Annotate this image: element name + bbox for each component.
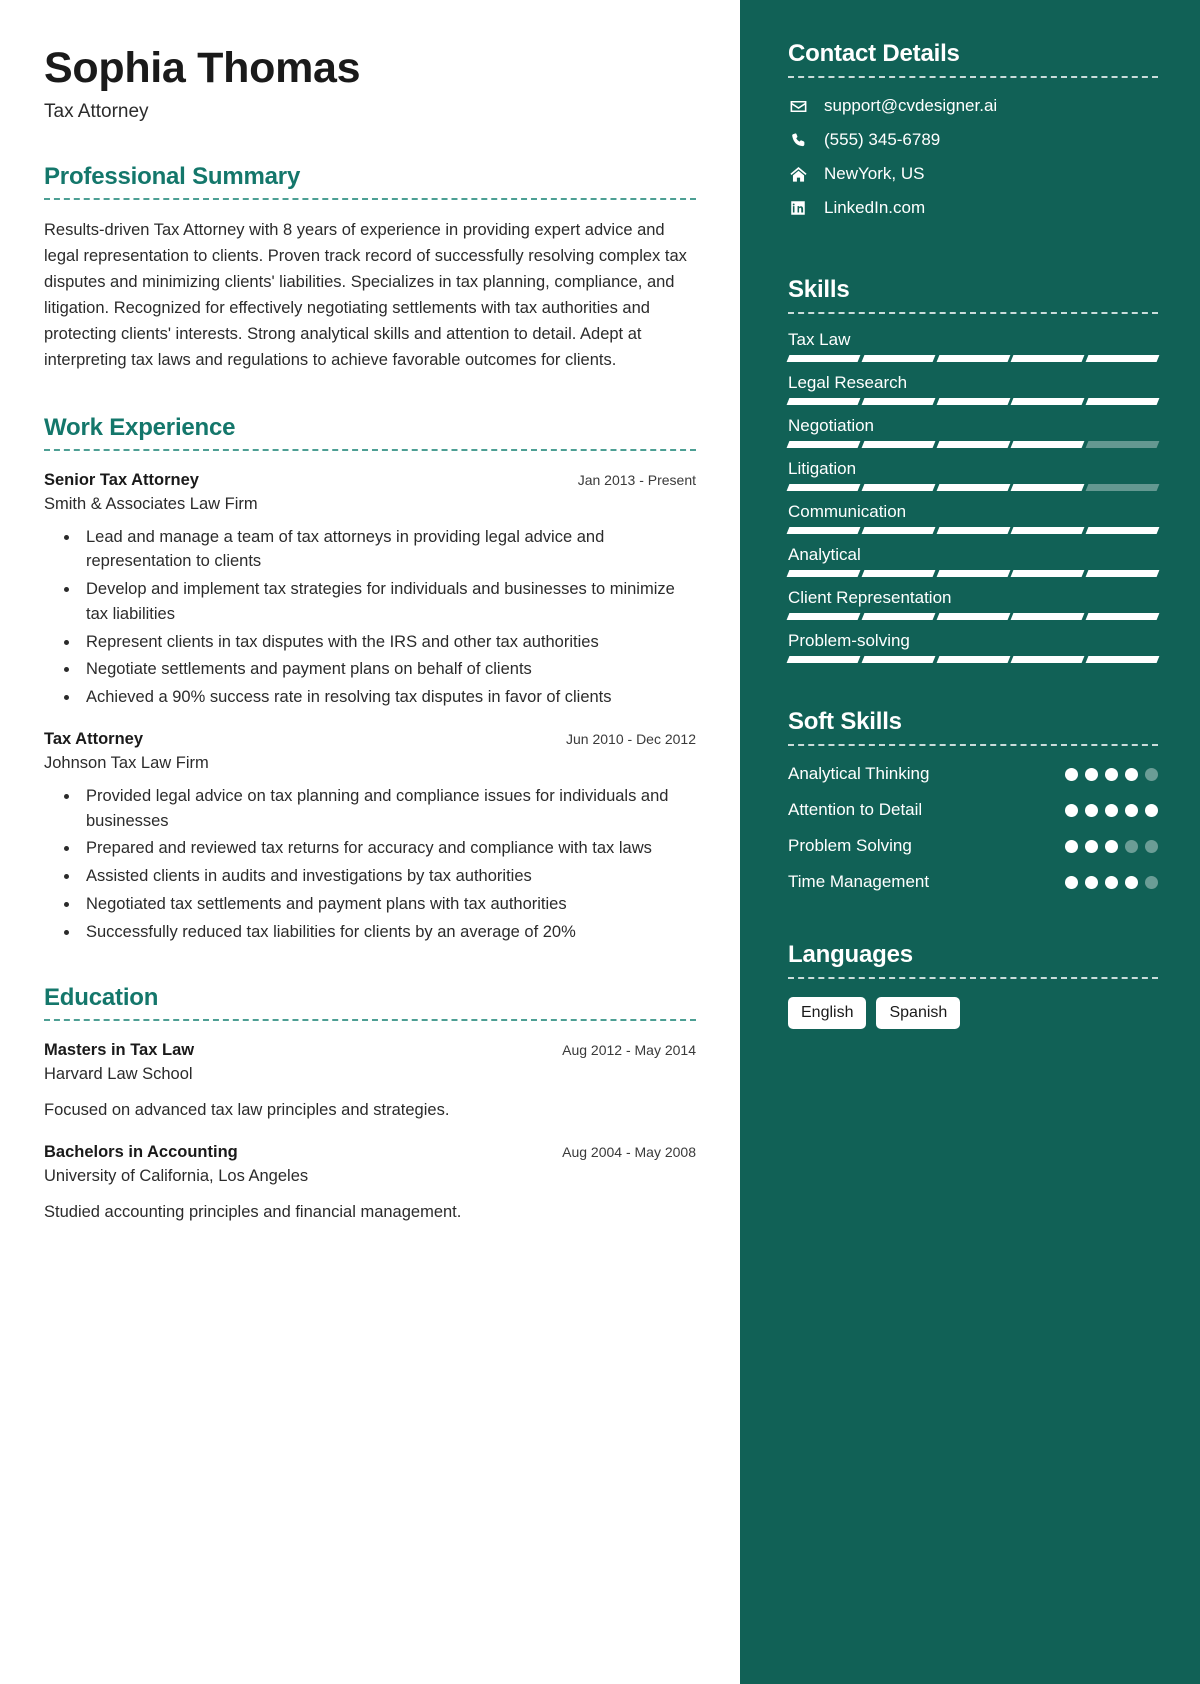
- skill-level-segment: [936, 398, 1010, 405]
- skill-level-segment: [861, 570, 935, 577]
- work-entry: [44, 471, 696, 710]
- skill-level-segment: [861, 398, 935, 405]
- skill-item: [788, 330, 1158, 362]
- work-entry-header: [44, 471, 696, 490]
- rating-dot: [1125, 876, 1138, 889]
- skill-level-segment: [1086, 613, 1160, 620]
- education-entry-degree: Bachelors in Accounting: [44, 1143, 238, 1162]
- skill-level-bar: [788, 441, 1158, 448]
- spacer: [788, 674, 1158, 708]
- skill-level-bar: [788, 656, 1158, 663]
- section-title-skills: Skills: [788, 276, 850, 303]
- languages-list: [788, 997, 1158, 1029]
- skill-level-segment: [787, 484, 861, 491]
- section-professional-summary: [44, 163, 696, 373]
- summary-text: Results-driven Tax Attorney with 8 years of experience in providing expert advice and legal representation to clients. Proven track record of successfully resolving complex tax disputes and minimizing clients' liabilities. Specializes in tax planning, compliance, and litigation. Recognized for effectively negotiating settlements with tax authorities and protecting clients' interests. Strong analytical skills and attention to detail. Adept at interpreting tax laws and regulations to achieve favorable outcomes for clients.: [44, 221, 687, 370]
- skill-level-segment: [861, 656, 935, 663]
- rating-dot: [1125, 768, 1138, 781]
- work-entry-bullets: [44, 525, 696, 710]
- rating-dot: [1065, 768, 1078, 781]
- skill-level-segment: [1086, 527, 1160, 534]
- section-divider: [788, 312, 1158, 314]
- education-entry-description: Studied accounting principles and financial management.: [44, 1203, 462, 1222]
- work-bullet-item: • Achieved a 90% success rate in resolving tax disputes in favor of clients: [80, 685, 696, 710]
- section-divider: [44, 198, 696, 200]
- spacer: [788, 907, 1158, 941]
- work-bullet-item: • Prepared and reviewed tax returns for accuracy and compliance with tax laws: [80, 836, 696, 861]
- contact-item[interactable]: [788, 198, 1158, 218]
- work-entry-bullets: [44, 784, 696, 945]
- skill-level-segment: [787, 441, 861, 448]
- rating-dot: [1085, 876, 1098, 889]
- skill-level-segment: [861, 355, 935, 362]
- envelope-icon: [788, 97, 808, 116]
- soft-skill-item: [788, 798, 1158, 822]
- phone-icon: [788, 132, 808, 149]
- skill-level-segment: [1086, 570, 1160, 577]
- section-work-experience: [44, 414, 696, 945]
- section-title-work: Work Experience: [44, 413, 236, 441]
- skill-level-segment: [936, 441, 1010, 448]
- skill-level-segment: [1086, 484, 1160, 491]
- soft-skill-item: [788, 834, 1158, 858]
- section-title-languages: Languages: [788, 940, 913, 968]
- soft-skill-item: [788, 870, 1158, 894]
- work-bullet-item: • Develop and implement tax strategies for individuals and businesses to minimize tax liabilities: [80, 577, 696, 627]
- education-entry: [44, 1041, 696, 1123]
- education-entry-school: Harvard Law School: [44, 1065, 193, 1084]
- skill-level-bar: [788, 484, 1158, 491]
- skill-item: [788, 588, 1158, 620]
- contact-list: [788, 96, 1158, 218]
- contact-item-value: support@cvdesigner.ai: [824, 96, 998, 115]
- skill-level-segment: [1011, 484, 1085, 491]
- section-divider: [44, 1019, 696, 1021]
- section-title-contact: Contact Details: [788, 40, 960, 67]
- section-title-education: Education: [44, 984, 159, 1012]
- soft-skill-rating-dots: [1065, 870, 1158, 889]
- rating-dot: [1105, 804, 1118, 817]
- skill-level-segment: [1011, 441, 1085, 448]
- skill-level-segment: [1011, 613, 1085, 620]
- work-bullet-item: • Successfully reduced tax liabilities for clients by an average of 20%: [80, 920, 696, 945]
- skill-name: Negotiation: [788, 416, 875, 435]
- rating-dot: [1085, 804, 1098, 817]
- skill-name: Problem-solving: [788, 631, 910, 650]
- education-entry-date: Aug 2012 - May 2014: [562, 1042, 696, 1059]
- section-title-summary: Professional Summary: [44, 163, 301, 191]
- work-bullet-item: • Lead and manage a team of tax attorneys in providing legal advice and representation to clients: [80, 525, 696, 575]
- skill-level-segment: [787, 656, 861, 663]
- skill-level-segment: [1011, 527, 1085, 534]
- section-divider: [788, 744, 1158, 746]
- linkedin-icon: [788, 199, 808, 217]
- home-icon: [788, 165, 808, 184]
- skill-level-bar: [788, 570, 1158, 577]
- skill-level-segment: [1086, 656, 1160, 663]
- candidate-job-title: Tax Attorney: [44, 101, 149, 123]
- rating-dot: [1105, 768, 1118, 781]
- work-bullet-item: • Provided legal advice on tax planning and compliance issues for individuals and businesses: [80, 784, 696, 834]
- skill-name: Litigation: [788, 459, 857, 478]
- section-education: [44, 984, 696, 1225]
- skill-level-segment: [1011, 656, 1085, 663]
- skill-level-segment: [1086, 398, 1160, 405]
- rating-dot: [1085, 840, 1098, 853]
- section-divider: [44, 449, 696, 451]
- skill-level-segment: [1086, 441, 1160, 448]
- contact-item-value: NewYork, US: [824, 164, 925, 183]
- skills-list: [788, 330, 1158, 663]
- skill-name: Communication: [788, 502, 907, 521]
- skill-level-segment: [787, 570, 861, 577]
- rating-dot: [1145, 804, 1158, 817]
- soft-skill-rating-dots: [1065, 834, 1158, 853]
- skill-name: Tax Law: [788, 330, 851, 349]
- education-entry-date: Aug 2004 - May 2008: [562, 1144, 696, 1161]
- skill-level-segment: [861, 484, 935, 491]
- skill-name: Legal Research: [788, 373, 908, 392]
- soft-skill-name: Problem Solving: [788, 836, 912, 856]
- soft-skill-item: [788, 762, 1158, 786]
- skill-level-bar: [788, 355, 1158, 362]
- skill-level-segment: [1086, 355, 1160, 362]
- sidebar: [740, 0, 1200, 1684]
- education-entry-header: [44, 1143, 696, 1162]
- section-skills: [788, 276, 1158, 663]
- skill-level-segment: [936, 355, 1010, 362]
- section-divider: [788, 76, 1158, 78]
- skill-item: [788, 373, 1158, 405]
- skill-level-segment: [1011, 355, 1085, 362]
- work-entry-organization: Smith & Associates Law Firm: [44, 494, 258, 513]
- rating-dot: [1105, 876, 1118, 889]
- language-pill: Spanish: [876, 997, 960, 1029]
- section-contact-details: [788, 40, 1158, 218]
- skill-level-bar: [788, 527, 1158, 534]
- work-entry-date: Jun 2010 - Dec 2012: [566, 730, 696, 747]
- skill-level-bar: [788, 398, 1158, 405]
- skill-level-segment: [787, 527, 861, 534]
- education-entry-list: [44, 1041, 696, 1225]
- skill-level-segment: [861, 441, 935, 448]
- skill-item: [788, 545, 1158, 577]
- work-entry-organization: Johnson Tax Law Firm: [44, 753, 209, 772]
- work-bullet-item: • Assisted clients in audits and investigations by tax authorities: [80, 864, 696, 889]
- skill-name: Analytical: [788, 545, 861, 564]
- soft-skill-name: Analytical Thinking: [788, 764, 930, 783]
- skill-level-segment: [936, 484, 1010, 491]
- work-entry-role: Tax Attorney: [44, 729, 144, 748]
- skill-item: [788, 631, 1158, 663]
- contact-item[interactable]: [788, 164, 1158, 184]
- work-entry-header: [44, 730, 696, 749]
- skill-level-segment: [787, 355, 861, 362]
- skill-level-segment: [861, 527, 935, 534]
- skill-item: [788, 502, 1158, 534]
- rating-dot: [1065, 840, 1078, 853]
- section-divider: [788, 977, 1158, 979]
- skill-level-segment: [936, 527, 1010, 534]
- section-title-soft-skills: Soft Skills: [788, 708, 902, 735]
- skill-level-bar: [788, 613, 1158, 620]
- section-languages: [788, 941, 1158, 1029]
- contact-item[interactable]: [788, 130, 1158, 150]
- work-entry-list: [44, 471, 696, 945]
- education-entry-school: University of California, Los Angeles: [44, 1167, 309, 1186]
- rating-dot: [1145, 768, 1158, 781]
- skill-item: [788, 459, 1158, 491]
- work-entry-date: Jan 2013 - Present: [577, 471, 696, 488]
- soft-skill-name: Attention to Detail: [788, 800, 923, 820]
- rating-dot: [1105, 840, 1118, 853]
- contact-item-value: LinkedIn.com: [824, 198, 926, 217]
- skill-level-segment: [861, 613, 935, 620]
- rating-dot: [1145, 876, 1158, 889]
- soft-skill-rating-dots: [1065, 762, 1158, 781]
- language-pill: English: [788, 997, 866, 1029]
- header-block: [44, 44, 696, 123]
- soft-skill-name: Time Management: [788, 872, 930, 892]
- skill-name: Client Representation: [788, 588, 952, 607]
- rating-dot: [1085, 768, 1098, 781]
- skill-level-segment: [936, 570, 1010, 577]
- skill-item: [788, 416, 1158, 448]
- spacer: [788, 232, 1158, 276]
- rating-dot: [1125, 840, 1138, 853]
- skill-level-segment: [936, 613, 1010, 620]
- skill-level-segment: [1011, 398, 1085, 405]
- work-entry: [44, 730, 696, 945]
- rating-dot: [1065, 876, 1078, 889]
- rating-dot: [1125, 804, 1138, 817]
- section-soft-skills: [788, 708, 1158, 895]
- soft-skills-list: [788, 762, 1158, 895]
- rating-dot: [1145, 840, 1158, 853]
- education-entry-description: Focused on advanced tax law principles and strategies.: [44, 1101, 450, 1120]
- work-bullet-item: • Negotiated tax settlements and payment plans with tax authorities: [80, 892, 696, 917]
- work-bullet-item: • Represent clients in tax disputes with the IRS and other tax authorities: [80, 630, 696, 655]
- education-entry-header: [44, 1041, 696, 1060]
- work-bullet-item: • Negotiate settlements and payment plans on behalf of clients: [80, 657, 696, 682]
- contact-item[interactable]: [788, 96, 1158, 116]
- education-entry-degree: Masters in Tax Law: [44, 1041, 195, 1060]
- soft-skill-rating-dots: [1065, 798, 1158, 817]
- education-entry: [44, 1143, 696, 1225]
- skill-level-segment: [1011, 570, 1085, 577]
- skill-level-segment: [787, 398, 861, 405]
- work-entry-role: Senior Tax Attorney: [44, 470, 199, 489]
- candidate-name: Sophia Thomas: [44, 44, 361, 92]
- skill-level-segment: [936, 656, 1010, 663]
- skill-level-segment: [787, 613, 861, 620]
- contact-item-value: (555) 345-6789: [824, 130, 941, 149]
- rating-dot: [1065, 804, 1078, 817]
